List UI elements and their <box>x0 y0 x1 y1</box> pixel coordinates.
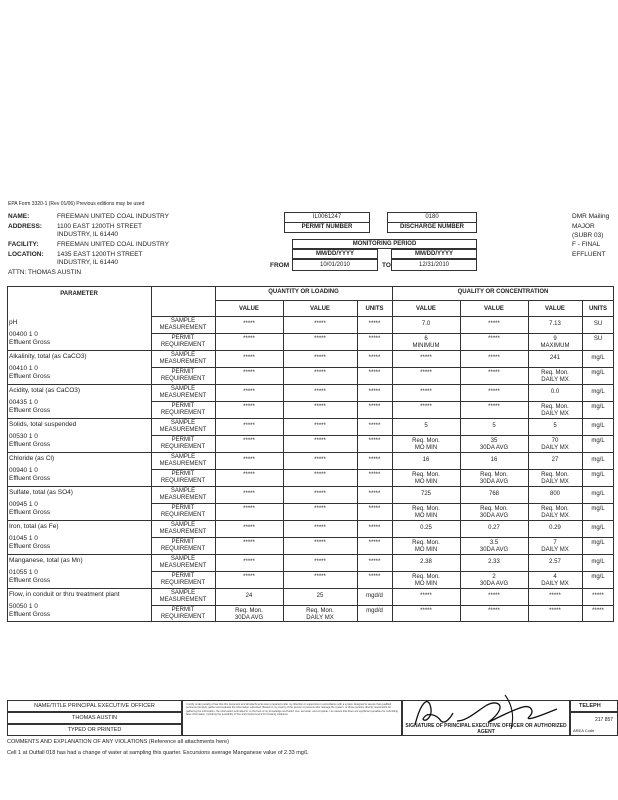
sample-value-cell[interactable]: mg/L <box>591 389 605 395</box>
permit-value-cell: ***** <box>368 540 381 546</box>
sample-value-cell[interactable]: ***** <box>368 321 381 327</box>
sample-value-cell[interactable]: 25 <box>316 593 324 599</box>
typed-printed-label: TYPED OR PRINTED <box>67 727 122 733</box>
row-divider <box>7 520 614 521</box>
permit-value-cell: ***** <box>243 438 255 444</box>
comments-text: Cell 1 at Outfall 018 has had a change of water at sampling this quarter. Excursions average Manganese value of 2.33 mg/L <box>7 750 309 756</box>
parameter-name: Manganese, total (as Mn) <box>9 557 83 564</box>
permit-value-cell: mg/L <box>591 472 605 478</box>
quality-value-header-1: VALUE <box>416 306 436 312</box>
sample-value-cell[interactable]: ***** <box>368 457 381 463</box>
permit-value-cell: ***** <box>549 608 561 614</box>
parameter-location: Effluent Gross <box>9 509 51 516</box>
row-divider <box>7 554 614 555</box>
discharge-number-label: DISCHARGE NUMBER <box>399 224 464 230</box>
permit-value-cell: mgd/d <box>366 608 383 614</box>
sample-value-cell[interactable]: mg/L <box>591 423 605 429</box>
sample-value-cell[interactable]: ***** <box>368 389 381 395</box>
permit-value-cell: Req. Mon. MO MIN <box>412 506 440 519</box>
permit-value-cell: SU <box>593 336 603 342</box>
sample-value-cell[interactable]: 0.0 <box>550 389 560 395</box>
permit-value-cell: ***** <box>368 336 381 342</box>
signature-label: SIGNATURE OF PRINCIPAL EXECUTIVE OFFICER OR AUTHORIZED AGENT <box>405 723 567 735</box>
permit-value-cell: ***** <box>314 370 326 376</box>
location-line1: 1435 EAST 1200TH STREET <box>57 251 143 258</box>
row-mid-divider <box>151 571 614 572</box>
from-date: 10/01/2010 <box>319 262 351 268</box>
row-mid-divider <box>151 537 614 538</box>
sample-value-cell[interactable]: 2.38 <box>420 559 432 565</box>
permit-requirement-label: PERMIT REQUIREMENT <box>160 335 206 348</box>
location-line2: INDUSTRY, IL 61440 <box>57 259 118 266</box>
permit-value-cell: 7 DAILY MX <box>541 540 569 553</box>
sample-value-cell[interactable]: ***** <box>243 525 255 531</box>
sample-value-cell[interactable]: ***** <box>314 321 326 327</box>
telephone-label: TELEPH <box>579 703 601 709</box>
sample-value-cell[interactable]: ***** <box>314 389 326 395</box>
permit-value-cell: Req. Mon. MO MIN <box>412 438 440 451</box>
telephone-number: 217 857 <box>595 717 614 723</box>
parameter-code: 00400 1 0 <box>9 331 38 338</box>
permit-value-cell: ***** <box>592 608 604 614</box>
permit-value-cell: ***** <box>420 608 432 614</box>
sample-value-cell[interactable]: ***** <box>368 423 381 429</box>
sample-value-cell[interactable]: ***** <box>314 525 326 531</box>
sample-value-cell[interactable]: mg/L <box>591 559 605 565</box>
permit-value-cell: 2 30DA AVG <box>479 574 509 587</box>
header-divider <box>215 300 614 301</box>
permit-requirement-label: PERMIT REQUIREMENT <box>160 573 206 586</box>
permit-value-cell: ***** <box>368 506 381 512</box>
telephone-value-box <box>570 712 618 736</box>
permit-requirement-label: PERMIT REQUIREMENT <box>160 607 206 620</box>
sample-value-cell[interactable]: SU <box>593 321 603 327</box>
monitoring-location: EFFLUENT <box>572 251 606 258</box>
permit-value-cell: ***** <box>420 370 432 376</box>
permit-value-cell: Req. Mon. DAILY MX <box>541 506 569 519</box>
from-format-box <box>292 249 378 259</box>
sample-value-cell[interactable]: mg/L <box>591 355 605 361</box>
parameter-name: Chloride (as Cl) <box>9 455 55 462</box>
sample-measurement-label: SAMPLE MEASUREMENT <box>159 318 207 331</box>
row-mid-divider <box>151 401 614 402</box>
permit-requirement-label: PERMIT REQUIREMENT <box>160 403 206 416</box>
sample-value-cell[interactable]: 800 <box>549 491 560 497</box>
sample-measurement-label: SAMPLE MEASUREMENT <box>159 386 207 399</box>
monitoring-period-label: MONITORING PERIOD <box>352 241 417 247</box>
row-mid-divider <box>151 605 614 606</box>
typed-printed-box <box>7 724 182 736</box>
signature-box <box>402 700 570 736</box>
sample-value-cell[interactable]: ***** <box>368 525 381 531</box>
officer-title-label: NAME/TITLE PRINCIPAL EXECUTIVE OFFICER <box>34 703 155 709</box>
parameter-location: Effluent Gross <box>9 475 51 482</box>
permit-value-cell: ***** <box>314 506 326 512</box>
sample-value-cell[interactable]: ***** <box>488 593 500 599</box>
permit-value-cell: Req. Mon. DAILY MX <box>541 370 569 383</box>
comments-label: COMMENTS AND EXPLANATION OF ANY VIOLATIONS (Reference all attachments here) <box>7 739 229 745</box>
permit-value-cell: ***** <box>243 370 255 376</box>
sample-measurement-label: SAMPLE MEASUREMENT <box>159 488 207 501</box>
permit-requirement-label: PERMIT REQUIREMENT <box>160 369 206 382</box>
permit-value-cell: ***** <box>368 370 381 376</box>
sample-value-cell[interactable]: ***** <box>314 423 326 429</box>
sample-value-cell[interactable]: 5 <box>424 423 428 429</box>
from-date-format: MM/DD/YYYY <box>315 251 354 257</box>
form-edition-line: EPA Form 3320-1 (Rev 01/06) Previous editions may be used <box>8 201 145 207</box>
quantity-header: QUANTITY OR LOADING <box>268 289 339 295</box>
sample-value-cell[interactable]: ***** <box>243 423 255 429</box>
parameter-name: Sulfate, total (as SO4) <box>9 489 73 496</box>
parameter-code: 00940 1 0 <box>9 467 38 474</box>
parameter-code: 01055 1 0 <box>9 569 38 576</box>
attention-line: ATTN: THOMAS AUSTIN <box>8 269 82 276</box>
row-divider <box>7 452 614 453</box>
sample-value-cell[interactable]: 0.27 <box>488 525 500 531</box>
parameter-name: Alkalinity, total (as CaCO3) <box>9 353 87 360</box>
sample-value-cell[interactable]: ***** <box>368 491 381 497</box>
permit-value-cell: ***** <box>488 608 500 614</box>
sample-value-cell[interactable]: ***** <box>243 389 255 395</box>
sample-value-cell[interactable]: 27 <box>551 457 559 463</box>
permit-value-cell: ***** <box>368 438 381 444</box>
discharge-number-value: 0180 <box>425 214 439 220</box>
permit-value-cell: ***** <box>243 574 255 580</box>
sample-value-cell[interactable]: 725 <box>420 491 431 497</box>
sample-value-cell[interactable]: 16 <box>422 457 430 463</box>
permit-number-label-box <box>284 222 370 233</box>
sample-value-cell[interactable]: 2.57 <box>549 559 561 565</box>
to-format-box <box>391 249 477 259</box>
parameter-location: Effluent Gross <box>9 441 51 448</box>
parameter-code: 50050 1 0 <box>9 603 38 610</box>
sample-value-cell[interactable]: 2.33 <box>488 559 500 565</box>
sample-value-cell[interactable]: mg/L <box>591 491 605 497</box>
sample-measurement-label: SAMPLE MEASUREMENT <box>159 352 207 365</box>
parameter-code: 00945 1 0 <box>9 501 38 508</box>
sample-value-cell[interactable]: 0.29 <box>549 525 561 531</box>
quality-units-header: UNITS <box>589 306 607 312</box>
permit-value-cell: ***** <box>488 404 500 410</box>
name-label: NAME: <box>8 213 30 220</box>
permit-value-cell: Req. Mon. DAILY MX <box>541 472 569 485</box>
permit-requirement-label: PERMIT REQUIREMENT <box>160 505 206 518</box>
sample-value-cell[interactable]: ***** <box>488 389 500 395</box>
sample-value-cell[interactable]: ***** <box>420 593 432 599</box>
certification-text: I certify under penalty of law that this document and all attachments were prepared under my direction or supervision in accordance with a system designed to assure that qualified personnel properly gather and evaluate the information submitted. Based on my inquiry of the person or persons who manage the system, or those persons directly responsible for gathering the information, the information submitted is, to the best of my knowledge and belief, true, accurate, and complete. I am aware that there are significant penalties for submitting false information, including the possibility of fine and imprisonment for knowing violations. <box>186 703 398 717</box>
permit-value-cell: ***** <box>368 404 381 410</box>
parameter-location: Effluent Gross <box>9 577 51 584</box>
permit-value-cell: 4 DAILY MX <box>541 574 569 587</box>
parameter-location: Effluent Gross <box>9 543 51 550</box>
sample-value-cell[interactable]: 768 <box>488 491 499 497</box>
quantity-value-header-1: VALUE <box>239 306 259 312</box>
permit-value-cell: Req. Mon. MO MIN <box>412 540 440 553</box>
permit-value-cell: Req. Mon. MO MIN <box>412 472 440 485</box>
permit-requirement-label: PERMIT REQUIREMENT <box>160 471 206 484</box>
sample-measurement-label: SAMPLE MEASUREMENT <box>159 420 207 433</box>
sample-value-cell[interactable]: 7.0 <box>421 321 431 327</box>
sample-measurement-label: SAMPLE MEASUREMENT <box>159 590 207 603</box>
permit-value-cell: 3.5 30DA AVG <box>479 540 509 553</box>
permit-value-cell: 35 30DA AVG <box>479 438 509 451</box>
sample-value-cell[interactable]: 5 <box>553 423 557 429</box>
permit-value-cell: Req. Mon. DAILY MX <box>541 404 569 417</box>
permit-number-value: IL0061247 <box>312 214 342 220</box>
sample-value-cell[interactable]: 24 <box>245 593 253 599</box>
sample-value-cell[interactable]: ***** <box>243 559 255 565</box>
to-date-box <box>391 259 477 271</box>
row-divider <box>7 350 614 351</box>
parameter-location: Effluent Gross <box>9 611 51 618</box>
sample-value-cell[interactable]: ***** <box>420 355 432 361</box>
area-code-label: AREA Code <box>573 728 595 733</box>
parameter-name: Solids, total suspended <box>9 421 77 428</box>
row-mid-divider <box>151 503 614 504</box>
row-mid-divider <box>151 367 614 368</box>
subr-code: (SUBR 03) <box>572 232 604 239</box>
permit-value-cell: ***** <box>314 472 326 478</box>
permit-value-cell: mg/L <box>591 574 605 580</box>
quality-value-header-3: VALUE <box>545 306 565 312</box>
sample-value-cell[interactable]: ***** <box>243 457 255 463</box>
permittee-name: FREEMAN UNITED COAL INDUSTRY <box>57 213 169 220</box>
permit-requirement-label: PERMIT REQUIREMENT <box>160 539 206 552</box>
sample-value-cell[interactable]: 0.25 <box>420 525 432 531</box>
permit-value-cell: Req. Mon. MO MIN <box>412 574 440 587</box>
parameter-name: pH <box>9 319 18 326</box>
row-divider <box>7 418 614 419</box>
sample-value-cell[interactable]: ***** <box>314 457 326 463</box>
sample-value-cell[interactable]: ***** <box>314 559 326 565</box>
address-label: ADDRESS: <box>8 223 42 230</box>
officer-title-box <box>7 700 182 712</box>
sample-value-cell[interactable]: 5 <box>492 423 496 429</box>
permit-value-cell: ***** <box>488 370 500 376</box>
permit-value-cell: ***** <box>243 540 255 546</box>
sample-value-cell[interactable]: mg/L <box>591 457 605 463</box>
sample-measurement-label: SAMPLE MEASUREMENT <box>159 522 207 535</box>
permit-value-cell: 9 MAXIMUM <box>540 336 570 349</box>
permit-value-cell: mg/L <box>591 540 605 546</box>
parameter-location: Effluent Gross <box>9 339 51 346</box>
from-date-box <box>292 259 378 271</box>
parameter-code: 00410 1 0 <box>9 365 38 372</box>
parameter-name: Acidity, total (as CaCO3) <box>9 387 81 394</box>
sample-value-cell[interactable]: ***** <box>243 355 255 361</box>
sample-value-cell[interactable]: ***** <box>420 389 432 395</box>
sample-value-cell[interactable]: ***** <box>243 491 255 497</box>
row-mid-divider <box>151 333 614 334</box>
officer-name: THOMAS AUSTIN <box>72 715 117 721</box>
facility-label: FACILITY: <box>8 241 39 248</box>
parameter-location: Effluent Gross <box>9 373 51 380</box>
quantity-units-header: UNITS <box>365 306 384 312</box>
permit-value-cell: Req. Mon. DAILY MX <box>306 608 334 621</box>
quality-value-header-2: VALUE <box>484 306 504 312</box>
officer-name-box <box>7 712 182 724</box>
sample-measurement-label: SAMPLE MEASUREMENT <box>159 556 207 569</box>
row-divider <box>7 486 614 487</box>
parameter-location: Effluent Gross <box>9 407 51 414</box>
parameter-name: Iron, total (as Fe) <box>9 523 59 530</box>
sample-value-cell[interactable]: mgd/d <box>366 593 383 599</box>
telephone-header-box <box>570 700 618 712</box>
sample-measurement-label: SAMPLE MEASUREMENT <box>159 454 207 467</box>
sample-value-cell[interactable]: ***** <box>243 321 255 327</box>
to-date: 12/31/2010 <box>418 262 450 268</box>
location-label: LOCATION: <box>8 251 44 258</box>
permit-value-cell: mg/L <box>591 438 605 444</box>
permit-value-cell: Req. Mon. 30DA AVG <box>479 472 509 485</box>
permit-value-cell: ***** <box>488 336 500 342</box>
sample-value-cell[interactable]: ***** <box>488 321 500 327</box>
sample-value-cell[interactable]: 7.13 <box>549 321 561 327</box>
permit-value-cell: ***** <box>243 336 255 342</box>
permit-value-cell: ***** <box>314 540 326 546</box>
permit-requirement-label: PERMIT REQUIREMENT <box>160 437 206 450</box>
to-date-format: MM/DD/YYYY <box>414 251 453 257</box>
permit-value-cell: ***** <box>368 472 381 478</box>
sample-value-cell[interactable]: mg/L <box>591 525 605 531</box>
permit-value-cell: Req. Mon. 30DA AVG <box>234 608 264 621</box>
monitoring-period-box <box>292 239 477 249</box>
row-divider <box>7 384 614 385</box>
permit-number-label: PERMIT NUMBER <box>301 224 353 230</box>
row-mid-divider <box>151 435 614 436</box>
permit-value-cell: ***** <box>314 438 326 444</box>
permit-value-cell: ***** <box>314 336 326 342</box>
permit-value-cell: ***** <box>368 574 381 580</box>
permit-value-cell: mg/L <box>591 370 605 376</box>
parameter-code: 01045 1 0 <box>9 535 38 542</box>
permit-value-cell: ***** <box>243 472 255 478</box>
permit-value-cell: Req. Mon. 30DA AVG <box>479 506 509 519</box>
header-bottom-line <box>151 316 614 317</box>
sample-value-cell[interactable]: ***** <box>368 559 381 565</box>
sample-value-cell[interactable]: ***** <box>488 355 500 361</box>
sample-value-cell[interactable]: ***** <box>314 491 326 497</box>
sample-value-cell[interactable]: 241 <box>549 355 560 361</box>
permit-value-cell: ***** <box>314 404 326 410</box>
to-label: TO <box>382 262 391 269</box>
permit-value-cell: ***** <box>243 404 255 410</box>
sample-value-cell[interactable]: ***** <box>592 593 604 599</box>
sample-value-cell[interactable]: 16 <box>490 457 498 463</box>
facility-name: FREEMAN UNITED COAL INDUSTRY <box>57 241 169 248</box>
limit-type: F - FINAL <box>572 241 601 248</box>
permit-value-cell: ***** <box>314 574 326 580</box>
parameter-code: 00530 1 0 <box>9 433 38 440</box>
quantity-value-header-2: VALUE <box>310 306 330 312</box>
permit-value-cell: 6 MINIMUM <box>412 336 440 349</box>
permit-value-cell: mg/L <box>591 404 605 410</box>
parameter-header: PARAMETER <box>60 291 98 297</box>
parameter-name: Flow, in conduit or thru treatment plant <box>9 591 120 598</box>
row-divider <box>7 588 614 589</box>
permit-value-cell: ***** <box>243 506 255 512</box>
certification-box <box>182 700 402 736</box>
from-label: FROM <box>270 262 290 269</box>
sample-value-cell[interactable]: ***** <box>549 593 561 599</box>
facility-class: MAJOR <box>572 223 595 230</box>
sample-value-cell[interactable]: ***** <box>314 355 326 361</box>
sample-value-cell[interactable]: ***** <box>368 355 381 361</box>
address-line1: 1100 EAST 1200TH STREET <box>57 223 143 230</box>
quality-header: QUALITY OR CONCENTRATION <box>457 289 549 295</box>
parameter-code: 00435 1 0 <box>9 399 38 406</box>
dmr-mailing-label: DMR Mailing <box>572 213 610 220</box>
permit-value-cell: 70 DAILY MX <box>541 438 569 451</box>
discharge-number-label-box <box>387 222 477 233</box>
row-mid-divider <box>151 469 614 470</box>
permit-value-cell: ***** <box>420 404 432 410</box>
address-line2: INDUSTRY, IL 61440 <box>57 231 118 238</box>
permit-value-cell: mg/L <box>591 506 605 512</box>
